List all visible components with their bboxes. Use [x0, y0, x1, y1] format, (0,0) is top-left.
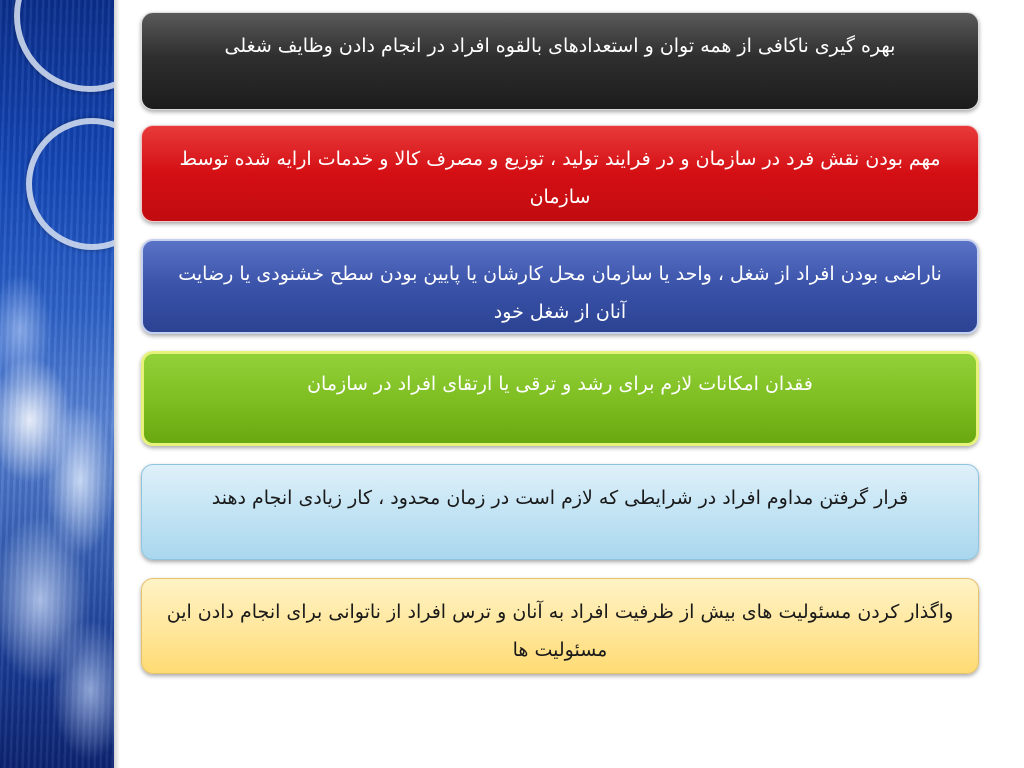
item-text-4: فقدان امکانات لازم برای رشد و ترقی یا ارتقای افراد در سازمان	[307, 373, 813, 395]
ring-decoration	[14, 0, 114, 92]
ring-decoration	[26, 118, 114, 250]
item-box-5	[141, 464, 979, 560]
item-text-2: مهم بودن نقش فرد در سازمان و در فرایند تولید ، توزیع و مصرف کالا و خدمات ارایه شده توسط سازمان	[179, 148, 941, 208]
strip-shadow	[114, 0, 120, 768]
item-box-6	[141, 578, 979, 674]
item-text-6: واگذار کردن مسئولیت های بیش از ظرفیت افراد به آنان و ترس افراد از ناتوانی برای انجام دادن این مسئولیت ها	[166, 601, 954, 661]
item-box-4	[141, 351, 979, 446]
item-text-1: بهره گیری ناکافی از همه توان و استعدادهای بالقوه افراد در انجام دادن وظایف شغلی	[224, 35, 896, 57]
winter-forest-decoration	[0, 0, 114, 768]
item-text-5: قرار گرفتن مداوم افراد در شرایطی که لازم است در زمان محدود ، کار زیادی انجام دهند	[211, 487, 909, 509]
item-box-1	[141, 12, 979, 110]
item-box-2	[141, 125, 979, 222]
item-box-3	[141, 239, 979, 334]
item-text-3: ناراضی بودن افراد از شغل ، واحد یا سازمان محل کارشان یا پایین بودن سطح خشنودی یا رضایت آنان از شغل خود	[178, 263, 942, 323]
